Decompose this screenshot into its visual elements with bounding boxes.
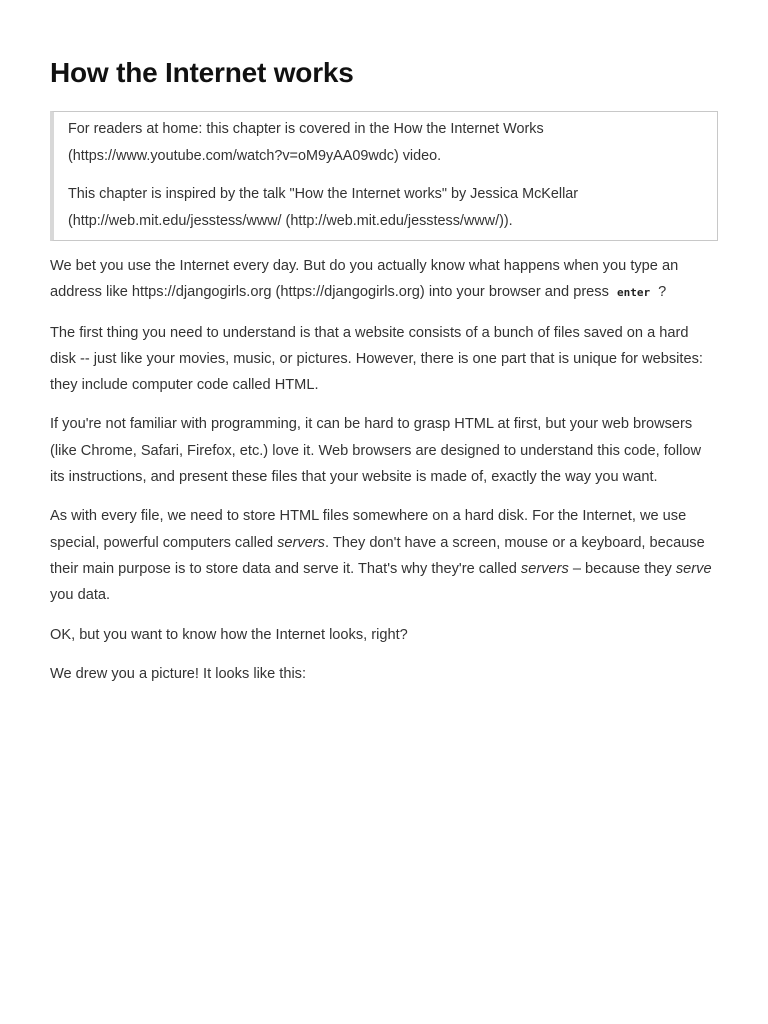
servers-em-1: servers: [277, 534, 325, 551]
note-inspiration: [68, 181, 699, 234]
note-inspiration-link[interactable]: (http://web.mit.edu/jesstess/www/ (http://web.mit.edu/jesstess/www/)).: [68, 212, 513, 229]
paragraph-intro-end: ?: [654, 284, 667, 301]
paragraph-servers: [50, 503, 718, 608]
servers-em-2: servers: [520, 560, 569, 577]
enter-key: enter: [616, 286, 651, 300]
article-body: [50, 253, 718, 990]
paragraph-internet-looks: OK, but you want to know how the Internet looks, right?: [50, 626, 408, 643]
servers-text-a: As with every file, we need to store HTML files somewhere on a hard disk. For the Internet, we use special, powerful computers called: [50, 508, 687, 551]
figure-placeholder: [50, 700, 718, 990]
paragraph-html: If you're not familiar with programming, it can be hard to grasp HTML at first, but your web browsers (like Chrome, Safari, Firefox, etc.) love it. Web browsers are designed to understand this code, follow its instructions, and present these files that your website is made of, exactly the way you want.: [50, 416, 702, 486]
note-video-text: For readers at home: this chapter is covered in the How the Internet Works: [68, 121, 544, 137]
page-title: How the Internet works: [50, 57, 354, 88]
servers-text-c: – because they: [568, 560, 676, 577]
serve-em: serve: [675, 560, 712, 577]
paragraph-intro: [50, 253, 718, 307]
servers-text-d: you data.: [50, 587, 111, 604]
info-note: [50, 111, 718, 241]
note-video: [68, 116, 699, 169]
paragraph-intro-text: We bet you use the Internet every day. But do you actually know what happens when you type an address like https://djangogirls.org (https://djangogirls.org) into your browser and press: [50, 258, 679, 301]
note-inspiration-text: This chapter is inspired by the talk "How the Internet works" by Jessica McKellar: [68, 186, 579, 202]
paragraph-picture: We drew you a picture! It looks like this:: [50, 665, 307, 682]
note-video-link[interactable]: (https://www.youtube.com/watch?v=oM9yAA09wdc) video.: [68, 147, 442, 164]
servers-text-b: . They don't have a screen, mouse or a keyboard, because their main purpose is to store data and serve it. That's why they're called: [50, 534, 705, 577]
paragraph-website-files: The first thing you need to understand is that a website consists of a bunch of files saved on a hard disk -- just like your movies, music, or pictures. However, there is one part that is unique for websites: they include computer code called HTML.: [50, 324, 703, 394]
